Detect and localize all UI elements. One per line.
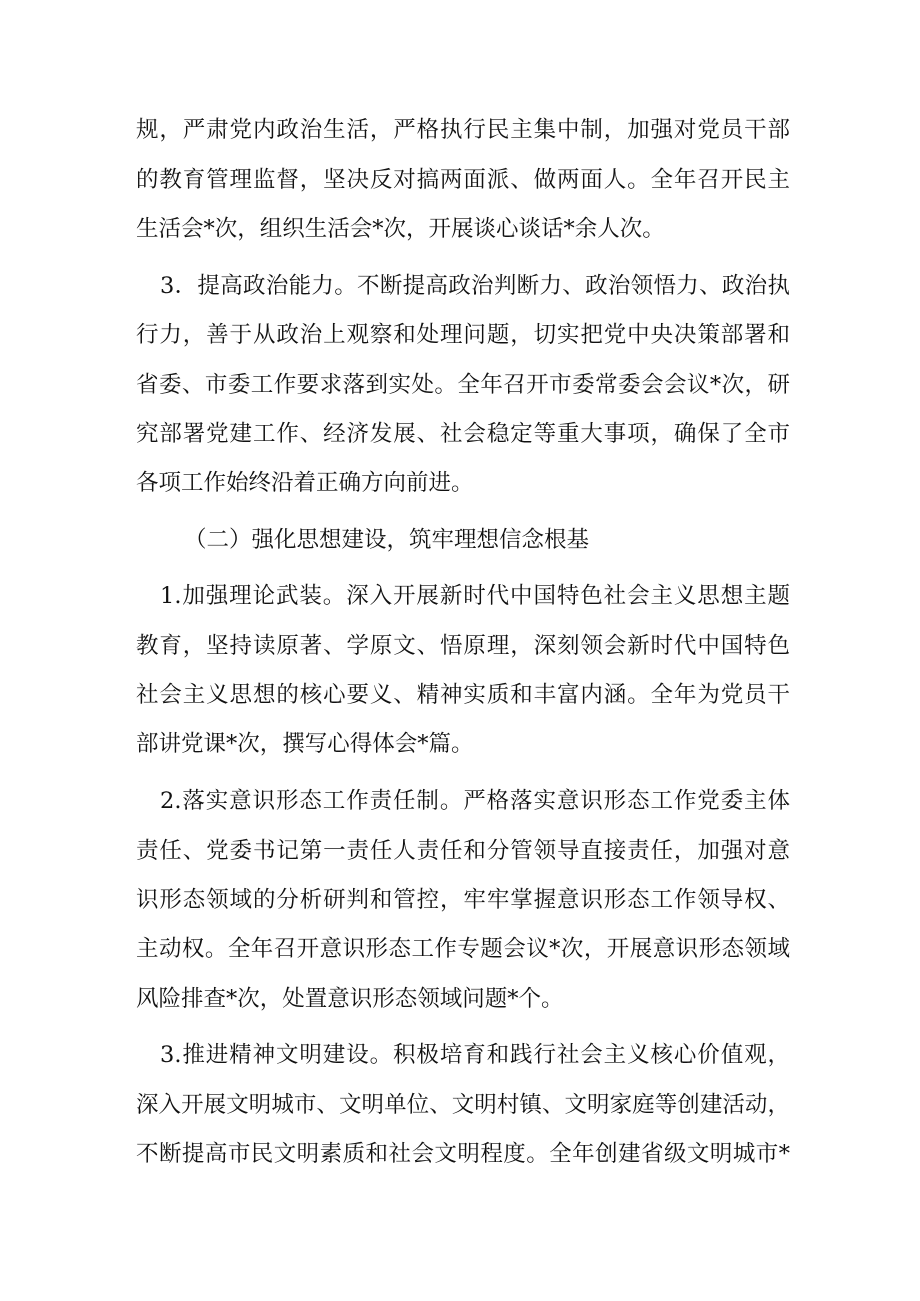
text-line: 2.落实意识形态工作责任制。严格落实意识形态工作党委主体	[160, 788, 790, 814]
section-heading: （二）强化思想建设，筑牢理想信念根基	[184, 527, 590, 553]
text-line: 责任、党委书记第一责任人责任和分管领导直接责任，加强对意	[136, 838, 790, 864]
text-line: 部讲党课*次，撰写心得体会*篇。	[136, 731, 474, 757]
text-line: 规，严肃党内政治生活，严格执行民主集中制，加强对党员干部	[136, 117, 790, 143]
text-line: 不断提高市民文明素质和社会文明程度。全年创建省级文明城市*	[136, 1141, 790, 1167]
text-line: 深入开展文明城市、文明单位、文明村镇、文明家庭等创建活动，	[136, 1092, 790, 1118]
text-line: 教育，坚持读原著、学原文、悟原理，深刻领会新时代中国特色	[136, 633, 790, 659]
text-line: 各项工作始终沿着正确方向前进。	[136, 470, 474, 496]
text-line: 行力，善于从政治上观察和处理问题，切实把党中央决策部署和	[136, 322, 790, 348]
text-line: 识形态领域的分析研判和管控，牢牢掌握意识形态工作领导权、	[136, 887, 790, 913]
text-line: 省委、市委工作要求落到实处。全年召开市委常委会会议*次，研	[136, 372, 790, 398]
text-line: 3．提高政治能力。不断提高政治判断力、政治领悟力、政治执	[160, 273, 790, 299]
text-line: 的教育管理监督，坚决反对搞两面派、做两面人。全年召开民主	[136, 167, 790, 193]
text-line: 生活会*次，组织生活会*次，开展谈心谈话*余人次。	[136, 216, 665, 242]
text-line: 1.加强理论武装。深入开展新时代中国特色社会主义思想主题	[160, 583, 790, 609]
text-line: 3.推进精神文明建设。积极培育和践行社会主义核心价值观，	[160, 1042, 790, 1068]
text-line: 究部署党建工作、经济发展、社会稳定等重大事项，确保了全市	[136, 421, 790, 447]
text-line: 社会主义思想的核心要义、精神实质和丰富内涵。全年为党员干	[136, 682, 790, 708]
text-line: 风险排查*次，处置意识形态领域问题*个。	[136, 986, 564, 1012]
text-line: 主动权。全年召开意识形态工作专题会议*次，开展意识形态领域	[136, 936, 790, 962]
